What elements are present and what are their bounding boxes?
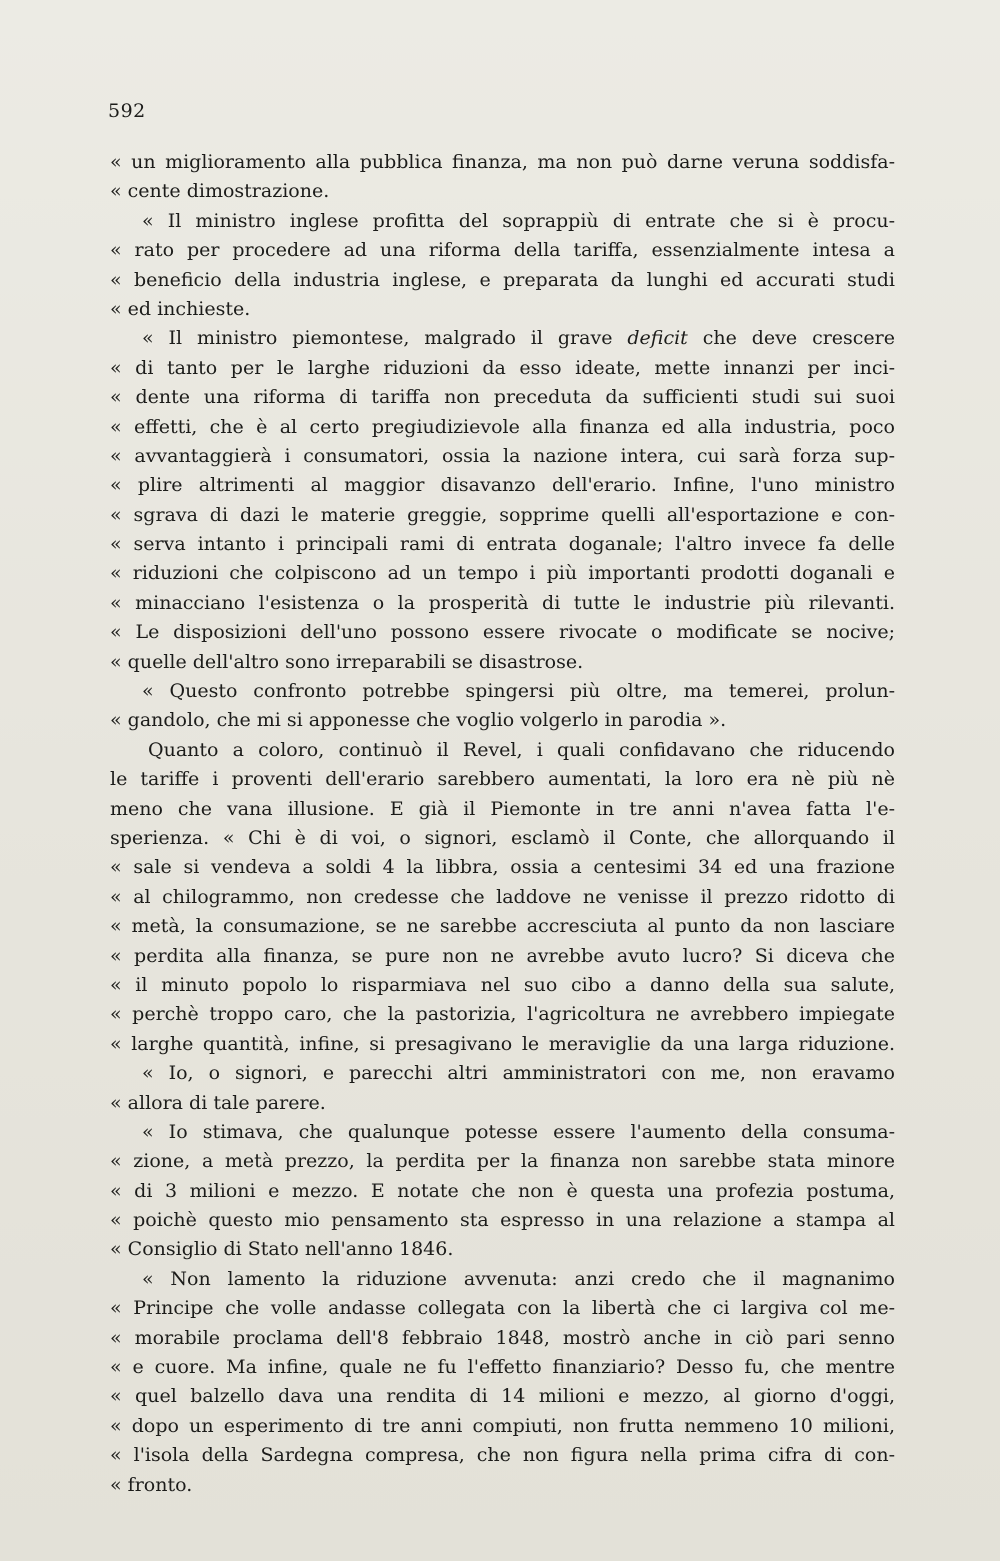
- text-line: meno che vana illusione. E già il Piemonte in tre anni n'avea fatta l'e-: [110, 797, 895, 820]
- text-line: « Le disposizioni dell'uno possono essere rivocate o modificate se nocive;: [110, 621, 895, 644]
- text-line: « e cuore. Ma infine, quale ne fu l'effetto finanziario? Desso fu, che mentre: [110, 1356, 895, 1379]
- text-line: « morabile proclama dell'8 febbraio 1848, mostrò anche in ciò pari senno: [110, 1326, 895, 1349]
- text-line: « di 3 milioni e mezzo. E notate che non è questa una profezia postuma,: [110, 1179, 895, 1202]
- body-text: [110, 148, 895, 1500]
- italic-word: deficit: [627, 327, 688, 350]
- text-line: « larghe quantità, infine, si presagivano le meraviglie da una larga riduzione.: [110, 1032, 895, 1055]
- page-number: 592: [108, 100, 146, 122]
- text-line: « perchè troppo caro, che la pastorizia, l'agricoltura ne avrebbero impiegate: [110, 1003, 895, 1026]
- text-line: « sale si vendeva a soldi 4 la libbra, ossia a centesimi 34 ed una frazione: [110, 856, 895, 879]
- text-line: « Io, o signori, e parecchi altri amministratori con me, non eravamo: [142, 1062, 895, 1085]
- text-line: « Principe che volle andasse collegata con la libertà che ci largiva col me-: [110, 1297, 895, 1320]
- text-line: le tariffe i proventi dell'erario sarebbero aumentati, la loro era nè più nè: [110, 768, 895, 791]
- text-line: « Questo confronto potrebbe spingersi più oltre, ma temerei, prolun-: [142, 680, 895, 703]
- text-line: « serva intanto i principali rami di entrata doganale; l'altro invece fa delle: [110, 533, 895, 556]
- text-line: « ed inchieste.: [110, 297, 251, 320]
- text-line: « minacciano l'esistenza o la prosperità di tutte le industrie più rilevanti.: [110, 591, 895, 614]
- text-line: « sgrava di dazi le materie greggie, sopprime quelli all'esportazione e con-: [110, 503, 895, 526]
- text-line: « zione, a metà prezzo, la perdita per la finanza non sarebbe stata minore: [110, 1150, 895, 1173]
- text-line: « Consiglio di Stato nell'anno 1846.: [110, 1238, 454, 1261]
- text-line: « dopo un esperimento di tre anni compiuti, non frutta nemmeno 10 milioni,: [110, 1414, 895, 1437]
- text-line: « Il ministro piemontese, malgrado il grave deficit che deve crescere: [142, 327, 895, 350]
- text-line: « l'isola della Sardegna compresa, che non figura nella prima cifra di con-: [110, 1444, 895, 1467]
- text-line: « poichè questo mio pensamento sta espresso in una relazione a stampa al: [110, 1209, 895, 1232]
- text-line: « cente dimostrazione.: [110, 180, 330, 203]
- text-line: « un miglioramento alla pubblica finanza, ma non può darne veruna soddisfa-: [110, 151, 895, 173]
- text-line: Quanto a coloro, continuò il Revel, i quali confidavano che riducendo: [148, 738, 895, 761]
- text-line: sperienza. « Chi è di voi, o signori, esclamò il Conte, che allorquando il: [110, 826, 895, 849]
- text-line: « rato per procedere ad una riforma della tariffa, essenzialmente intesa a: [110, 239, 895, 262]
- text-line: « il minuto popolo lo risparmiava nel suo cibo a danno della sua salute,: [110, 973, 895, 996]
- text-line: « riduzioni che colpiscono ad un tempo i più importanti prodotti doganali e: [110, 562, 895, 585]
- text-line: « di tanto per le larghe riduzioni da esso ideate, mette innanzi per inci-: [110, 356, 895, 379]
- text-line: « gandolo, che mi si apponesse che voglio volgerlo in parodia ».: [110, 709, 727, 732]
- text-line: « perdita alla finanza, se pure non ne avrebbe avuto lucro? Si diceva che: [110, 944, 895, 967]
- text-line: « effetti, che è al certo pregiudizievole alla finanza ed alla industria, poco: [110, 415, 895, 438]
- text-line: « quelle dell'altro sono irreparabili se disastrose.: [110, 650, 584, 673]
- text-line: « Io stimava, che qualunque potesse essere l'aumento della consuma-: [142, 1120, 895, 1143]
- text-line: « fronto.: [110, 1473, 193, 1496]
- text-line: « Il ministro inglese profitta del soprappiù di entrate che si è procu-: [142, 209, 895, 232]
- text-line: « Non lamento la riduzione avvenuta: anzi credo che il magnanimo: [142, 1267, 895, 1290]
- text-line: « plire altrimenti al maggior disavanzo dell'erario. Infine, l'uno ministro: [110, 474, 895, 497]
- text-line: « quel balzello dava una rendita di 14 milioni e mezzo, al giorno d'oggi,: [110, 1385, 895, 1408]
- text-line: « allora di tale parere.: [110, 1091, 326, 1114]
- text-line: « al chilogrammo, non credesse che laddove ne venisse il prezzo ridotto di: [110, 885, 895, 908]
- text-line: « dente una riforma di tariffa non preceduta da sufficienti studi sui suoi: [110, 386, 895, 409]
- text-line: « beneficio della industria inglese, e preparata da lunghi ed accurati studi: [110, 268, 895, 291]
- text-line: « metà, la consumazione, se ne sarebbe accresciuta al punto da non lasciare: [110, 915, 895, 938]
- text-line: « avvantaggierà i consumatori, ossia la nazione intera, cui sarà forza sup-: [110, 444, 895, 467]
